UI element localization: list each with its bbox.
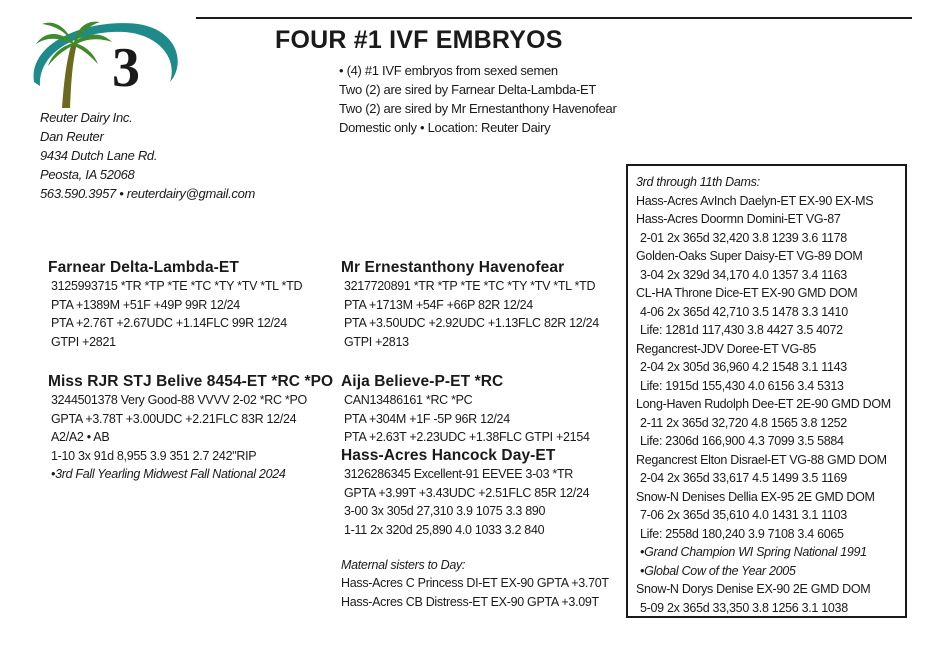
consignor-name: Dan Reuter	[40, 129, 104, 144]
dam-line: 1-11 2x 320d 25,890 4.0 1033 3.2 840	[344, 522, 545, 537]
dam-record: Life: 1281d 117,430 3.8 4427 3.5 4072	[640, 323, 843, 337]
sire-line: 3125993715 *TR *TP *TE *TC *TY *TV *TL *TD	[51, 279, 303, 293]
dam-note: •3rd Fall Yearling Midwest Fall National 2024	[51, 467, 286, 481]
dam-line: 3126286345 Excellent-91 EEVEE 3-03 *TR	[344, 467, 574, 481]
dam-record: 7-06 2x 365d 35,610 4.0 1431 3.1 1103	[640, 508, 847, 522]
dam-line: PTA +2.63T +2.23UDC +1.38FLC GTPI +2154	[344, 430, 590, 444]
dam-entry: Snow-N Denises Dellia EX-95 2E GMD DOM	[636, 489, 875, 504]
consignor-city: Peosta, IA 52068	[40, 167, 135, 182]
lot-summary	[339, 61, 617, 137]
dam-entry: Regancrest Elton Disrael-ET VG-88 GMD DOM	[636, 452, 887, 467]
maternal-line: Hass-Acres CB Distress-ET EX-90 GPTA +3.09T	[341, 594, 599, 609]
sire-line: GTPI +2821	[51, 334, 116, 349]
sire-farnear-block	[48, 258, 302, 351]
sire-line: PTA +2.76T +2.67UDC +1.14FLC 99R 12/24	[51, 316, 287, 330]
dam-line: GPTA +3.78T +3.00UDC +2.21FLC 83R 12/24	[51, 411, 297, 426]
dam-line: 3-00 3x 305d 27,310 3.9 1075 3.3 890	[344, 504, 546, 518]
dam-award: •Global Cow of the Year 2005	[640, 563, 796, 578]
dam-record: 2-01 2x 365d 32,420 3.8 1239 3.6 1178	[640, 230, 847, 245]
summary-line: • (4) #1 IVF embryos from sexed semen	[339, 63, 558, 78]
consignor-farm: Reuter Dairy Inc.	[40, 110, 133, 125]
dam-line: GPTA +3.99T +3.43UDC +2.51FLC 85R 12/24	[344, 485, 590, 500]
sire-havenofear-block	[341, 258, 599, 351]
lot-number: 3	[112, 37, 140, 99]
dam-aija-block	[341, 372, 590, 447]
dam-record: 5-09 2x 365d 33,350 3.8 1256 3.1 1038	[640, 600, 848, 615]
dam-award: •Grand Champion WI Spring National 1991	[640, 545, 867, 559]
dam-belive-block	[48, 372, 333, 484]
summary-line: Two (2) are sired by Mr Ernestanthony Havenofear	[339, 101, 617, 116]
sire-name: Mr Ernestanthony Havenofear	[341, 259, 565, 276]
dam-hancock-day-block	[341, 446, 589, 539]
dam-line: 3244501378 Very Good-88 VVVV 2-02 *RC *PO	[51, 393, 307, 407]
consignor-street: 9434 Dutch Lane Rd.	[40, 148, 158, 163]
reuter-dairy-logo	[28, 12, 188, 112]
dam-entry: Hass-Acres Doormn Domini-ET VG-87	[636, 212, 841, 226]
dam-record: 3-04 2x 329d 34,170 4.0 1357 3.4 1163	[640, 267, 847, 282]
dam-record: 2-11 2x 365d 32,720 4.8 1565 3.8 1252	[640, 415, 847, 430]
consignor-contact: 563.590.3957 • reuterdairy@gmail.com	[40, 186, 256, 201]
header-rule	[196, 17, 912, 19]
dam-record: Life: 1915d 155,430 4.0 6156 3.4 5313	[640, 378, 844, 393]
dam-entry: Golden-Oaks Super Daisy-ET VG-89 DOM	[636, 249, 863, 263]
sire-line: 3217720891 *TR *TP *TE *TC *TY *TV *TL *TD	[344, 279, 596, 293]
dam-line: A2/A2 • AB	[51, 430, 110, 444]
sire-name: Farnear Delta-Lambda-ET	[48, 259, 239, 276]
palm-trunk	[62, 42, 77, 108]
dam-entry: Long-Haven Rudolph Dee-ET 2E-90 GMD DOM	[636, 397, 891, 411]
dam-line: 1-10 3x 91d 8,955 3.9 351 2.7 242"RIP	[51, 448, 257, 463]
dam-line: PTA +304M +1F -5P 96R 12/24	[344, 411, 510, 426]
consignor-info	[40, 108, 255, 203]
ancestry-dams-box	[626, 164, 907, 618]
dam-entry: Snow-N Dorys Denise EX-90 2E GMD DOM	[636, 582, 871, 596]
dam-entry: Hass-Acres AvInch Daelyn-ET EX-90 EX-MS	[636, 193, 874, 208]
dam-record: Life: 2306d 166,900 4.3 7099 3.5 5884	[640, 434, 844, 448]
maternal-title: Maternal sisters to Day:	[341, 558, 466, 572]
page-title: FOUR #1 IVF EMBRYOS	[275, 26, 563, 54]
sire-line: PTA +3.50UDC +2.92UDC +1.13FLC 82R 12/24	[344, 316, 599, 330]
dam-record: 2-04 2x 365d 33,617 4.5 1499 3.5 1169	[640, 471, 847, 485]
dam-line: CAN13486161 *RC *PC	[344, 393, 473, 407]
summary-line: Two (2) are sired by Farnear Delta-Lambda-ET	[339, 82, 597, 97]
sire-line: PTA +1389M +51F +49P 99R 12/24	[51, 297, 240, 312]
dam-name: Hass-Acres Hancock Day-ET	[341, 447, 556, 464]
summary-line: Domestic only • Location: Reuter Dairy	[339, 120, 551, 135]
dam-entry: Regancrest-JDV Doree-ET VG-85	[636, 341, 817, 356]
dams-heading: 3rd through 11th Dams:	[636, 175, 760, 189]
dam-record: 2-04 2x 305d 36,960 4.2 1548 3.1 1143	[640, 360, 847, 374]
dam-record: 4-06 2x 365d 42,710 3.5 1478 3.3 1410	[640, 304, 848, 319]
maternal-line: Hass-Acres C Princess DI-ET EX-90 GPTA +3.70T	[341, 576, 609, 590]
sire-line: PTA +1713M +54F +66P 82R 12/24	[344, 297, 533, 312]
dam-entry: CL-HA Throne Dice-ET EX-90 GMD DOM	[636, 286, 858, 300]
dam-name: Miss RJR STJ Belive 8454-ET *RC *PO	[48, 373, 334, 390]
maternal-sisters	[341, 556, 609, 611]
dam-name: Aija Believe-P-ET *RC	[341, 373, 504, 390]
dam-record: Life: 2558d 180,240 3.9 7108 3.4 6065	[640, 526, 844, 541]
sire-line: GTPI +2813	[344, 334, 409, 349]
